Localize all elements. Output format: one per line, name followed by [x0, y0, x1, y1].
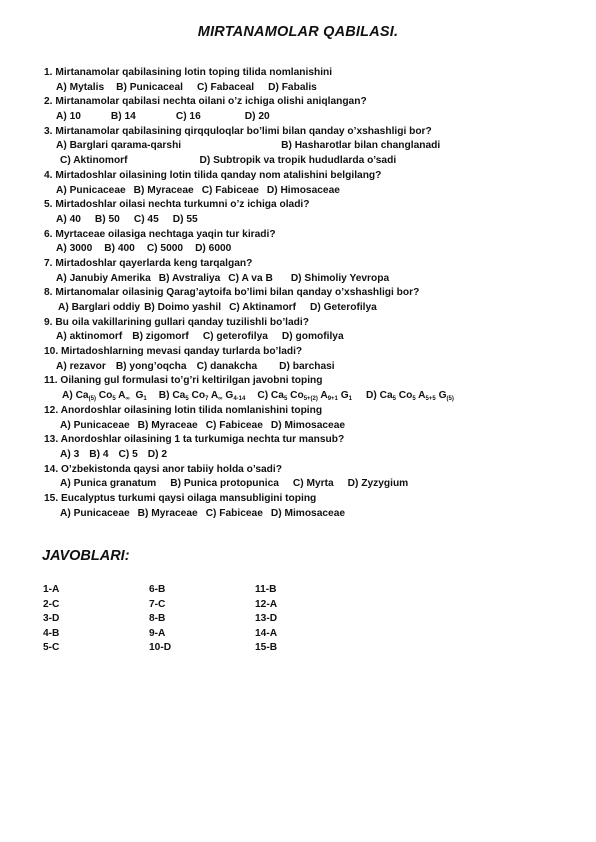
option: C) 16 [175, 111, 201, 123]
answer-item: 6-B [149, 584, 166, 595]
option: D) Geterofilya [310, 302, 377, 313]
option-row [44, 110, 564, 125]
option-row [44, 154, 564, 169]
formula-text: G [337, 390, 349, 402]
formula-text: Co [287, 390, 304, 402]
option-row [44, 184, 564, 199]
option: D) 2 [147, 448, 167, 460]
option: B) Myraceae [133, 184, 194, 196]
option: C) 5000 [146, 243, 184, 255]
formula-subscript: 5 [392, 396, 396, 403]
question-text: 10. Mirtadoshlarning mevasi qanday turlarda bo’ladi? [44, 346, 303, 358]
option: B) Myraceae [137, 419, 198, 431]
option: A) Punicaceae [56, 184, 126, 196]
answer-row [43, 641, 361, 656]
option: C) Aktinamorf [229, 302, 297, 313]
option: B) Punica protopunica [170, 478, 279, 490]
answer-item: 2-C [43, 598, 60, 610]
question-text: 1. Mirtanamolar qabilasining lotin toping tilida nomlanishini [44, 67, 333, 78]
question-text: 14. O’zbekistonda qaysi anor tabiiy holda o’sadi? [44, 463, 282, 475]
answer-item: 9-A [149, 627, 166, 639]
option: B) yong’oqcha [115, 360, 187, 372]
option: C) Fabiceae [205, 507, 263, 519]
formula-row [44, 389, 564, 404]
option: D) gomofilya [281, 331, 344, 343]
question-text: 15. Eucalyptus turkumi qaysi oilaga mansubligini toping [44, 492, 317, 504]
option-row [44, 477, 564, 492]
option: B) Punicaceal [116, 81, 183, 93]
option: D) Fabalis [268, 81, 317, 93]
formula-subscript: 1 [348, 396, 353, 403]
question-text: 8. Mirtanomalar oilasinig Qarag’aytoifa bo’limi bilan qanday o’xshashligi bor? [44, 287, 420, 299]
formula-text: Co [95, 390, 113, 402]
answer-item: 4-B [43, 627, 60, 639]
answer-row [43, 627, 361, 642]
question-text: 11. Oilaning gul formulasi to’g’ri keltirilgan javobni toping [44, 375, 323, 387]
answer-item: 15-B [255, 642, 278, 654]
formula-subscript: 5+(2) [303, 396, 318, 403]
option: B) Doimo yashil [144, 302, 222, 313]
option: B) zigomorf [132, 331, 189, 343]
formula-label: C) Ca [257, 390, 284, 402]
question-text: 9. Bu oila vakillarining gullari qanday tuzilishli bo’ladi? [44, 316, 309, 328]
formula-subscript: 7 [205, 396, 209, 403]
formula-text: Co [188, 390, 206, 402]
option: B) 400 [104, 243, 135, 255]
option: A) rezavor [56, 360, 106, 372]
formula-subscript: 5 [185, 396, 189, 403]
formula-label: B) Ca [158, 390, 186, 402]
question-text: 2. Mirtanamolar qabilasi nechta oilani o’z ichiga olishi aniqlangan? [44, 96, 367, 108]
formula-subscript: 9+1 [327, 396, 338, 403]
option-row [44, 507, 564, 522]
option: B) 4 [89, 448, 109, 460]
formula-subscript: 4-14 [233, 396, 246, 403]
formula-text: G [129, 390, 144, 402]
option: C) 45 [133, 213, 159, 225]
option: A) Punica granatum [60, 478, 157, 490]
option: A) 3000 [56, 243, 93, 255]
formula-text: A [115, 390, 126, 402]
formula-label: A) Ca [62, 390, 89, 402]
option: C) 5 [118, 448, 138, 460]
question-list [44, 66, 564, 521]
question-text: 12. Anordoshlar oilasining lotin tilida nomlanishini toping [44, 404, 323, 416]
answer-item: 3-D [43, 613, 60, 625]
option: D) barchasi [279, 360, 335, 372]
option-row [44, 360, 564, 375]
page-title: MIRTANAMOLAR QABILASI. [197, 24, 399, 40]
formula-subscript: 5 [283, 396, 288, 403]
formula-subscript: 5 [112, 396, 116, 403]
option-row [44, 301, 564, 316]
option: D) 6000 [195, 243, 232, 255]
answer-item: 5-C [43, 642, 60, 654]
option: C) Fabiceae [205, 419, 263, 431]
option: C) geterofilya [202, 331, 268, 343]
option-row [44, 242, 564, 257]
answers-title: JAVOBLARI: [42, 548, 130, 564]
formula-label: D) Ca [366, 390, 393, 402]
formula-subscript: ∞ [218, 396, 223, 403]
option: B) Hasharotlar bilan changlanadi [281, 140, 441, 152]
option: D) Himosaceae [266, 184, 340, 196]
formula-text: A [415, 390, 426, 402]
option: D) Zyzygium [347, 478, 409, 490]
option: D) Mimosaceae [270, 419, 346, 431]
option: A) aktinomorf [56, 331, 123, 343]
formula-subscript: 5+5 [425, 396, 436, 403]
option: B) Myraceae [137, 507, 198, 519]
option: A) Mytalis [56, 81, 105, 93]
option: A) 10 [56, 111, 81, 123]
option: A) 3 [60, 448, 80, 460]
option: C) A va B [228, 272, 273, 284]
answer-item: 13-D [255, 613, 278, 625]
answer-row [43, 612, 361, 627]
question-text: 5. Mirtadoshlar oilasi nechta turkumni o’z ichiga oladi? [44, 199, 310, 211]
option: D) 55 [172, 213, 198, 225]
option-row [44, 81, 564, 96]
formula-subscript: (5) [88, 396, 96, 403]
answer-row [43, 598, 361, 613]
formula-subscript: ∞ [125, 396, 130, 403]
option: A) Barglari oddiy [58, 302, 141, 313]
formula-option [366, 389, 454, 407]
option-row [44, 330, 564, 345]
option: D) Subtropik va tropik hududlarda o’sadi [199, 155, 397, 167]
option-row [44, 213, 564, 228]
answers-table [43, 583, 361, 656]
option: A) Punicaceae [60, 507, 130, 519]
answer-item: 1-A [43, 584, 60, 595]
option: D) Mimosaceae [270, 507, 346, 519]
option: A) Punicaceae [60, 419, 130, 431]
option: D) 20 [244, 111, 270, 123]
option: B) 50 [94, 213, 120, 225]
answer-item: 8-B [149, 613, 166, 625]
option: A) Janubiy Amerika [56, 272, 151, 284]
formula-text: G [435, 390, 447, 402]
question-text: 3. Mirtanamolar qabilasining qirqquloqlar bo’limi bilan qanday o’xshashligi bor? [44, 125, 432, 137]
answer-row [43, 583, 361, 598]
answer-item: 10-D [149, 642, 172, 654]
option: B) Avstraliya [158, 272, 221, 284]
answer-item: 12-A [255, 598, 278, 610]
question-text: 13. Anordoshlar oilasining 1 ta turkumiga nechta tur mansub? [44, 434, 345, 446]
option: C) Myrta [292, 478, 334, 490]
answer-item: 11-B [255, 584, 277, 595]
formula-subscript: 1 [143, 396, 147, 403]
option: A) 40 [56, 213, 81, 225]
option: A) Barglari qarama-qarshi [56, 140, 182, 152]
formula-text: Co [395, 390, 413, 402]
question-text: 6. Myrtaceae oilasiga nechtaga yaqin tur kiradi? [44, 228, 276, 240]
formula-subscript: (5) [446, 396, 454, 403]
formula-text: A [208, 390, 219, 402]
option-row [44, 448, 564, 463]
option: C) Aktinomorf [60, 155, 128, 167]
option: C) Fabaceal [196, 81, 255, 93]
formula-text: G [222, 390, 234, 402]
option: C) Fabiceae [201, 184, 259, 196]
option-row [44, 139, 564, 154]
option: C) danakcha [196, 360, 258, 372]
answer-item: 14-A [255, 627, 278, 639]
question-text: 7. Mirtadoshlar qayerlarda keng tarqalgan? [44, 257, 253, 269]
formula-text: A [317, 390, 328, 402]
formula-subscript: 5 [412, 396, 416, 403]
question-text: 4. Mirtadoshlar oilasining lotin tilida qanday nom atalishini belgilang? [44, 169, 382, 181]
option-row [44, 272, 564, 287]
option-row [44, 419, 564, 434]
option: D) Shimoliy Yevropa [290, 272, 390, 284]
answer-item: 7-C [149, 598, 166, 610]
option: B) 14 [110, 111, 136, 123]
